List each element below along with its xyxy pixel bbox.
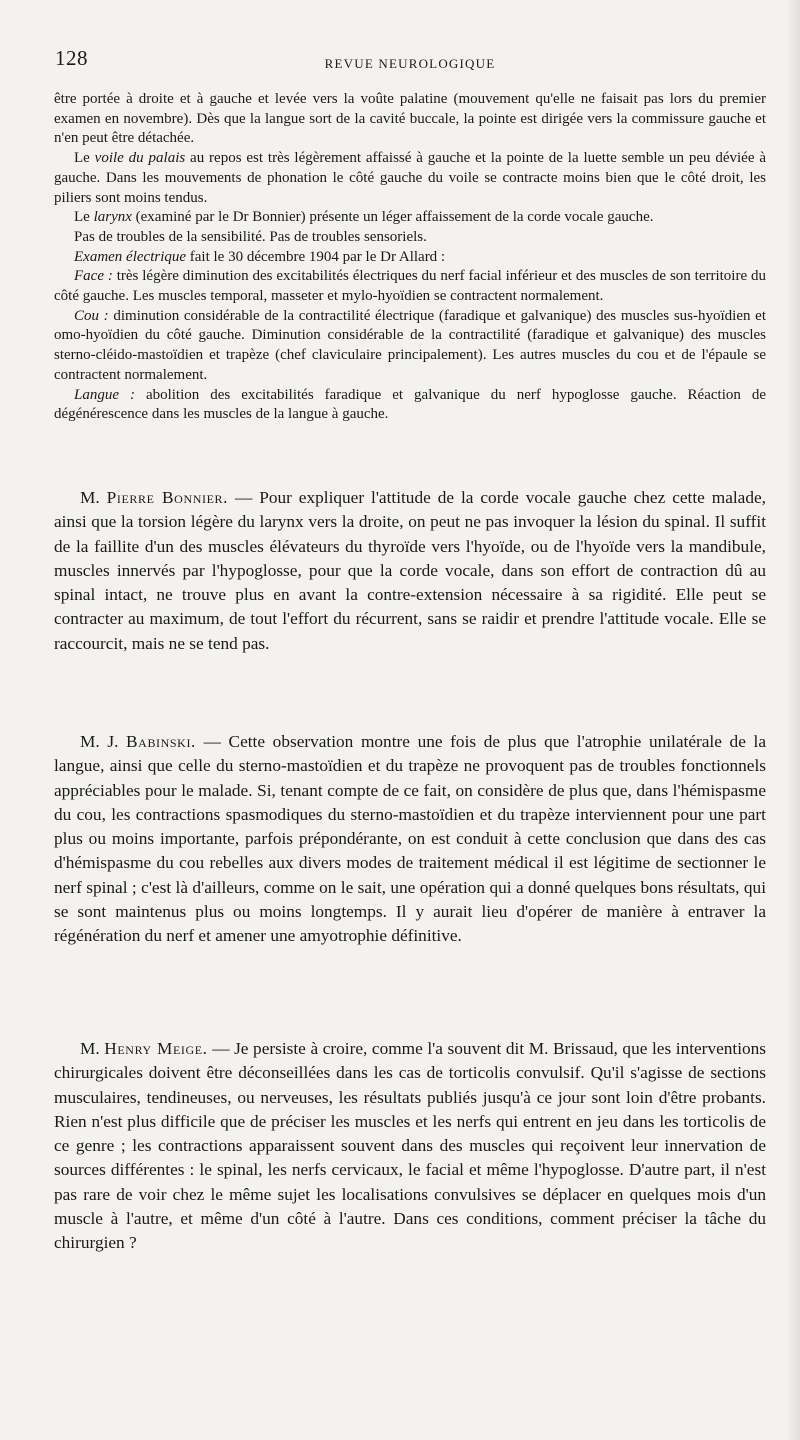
speaker-name: Babinski.: [126, 732, 196, 751]
running-title: REVUE NEUROLOGIQUE: [324, 56, 496, 71]
page-number: 128: [55, 46, 88, 70]
notes-paragraph-electrical-exam: [54, 248, 766, 268]
notes-paragraph-tongue-exam: [54, 386, 766, 425]
discussion-text: — Je persiste à croire, comme l'a souvent dit M. Brissaud, que les interventions chirurgicales doivent être déconseillées dans les cas de torticolis convulsif. Qu'il s'agisse de sections musculaires, tendineuses, ou nerveuses, les résultats publiés jusqu'à ce jour sont loin d'être probants. Rien n'est plus difficile que de préciser les muscles et les nerfs qui entrent en jeu dans les torticolis de ce genre ; les contractions apparaissent souvent dans des muscles qui reçoivent leur innervation de sources différentes : le spinal, les nerfs cervicaux, le facial et même l'hypoglosse. D'autre part, il n'est pas rare de voir chez le même sujet les localisations convulsives se déplacer en quelques mois d'un muscle à l'autre, et même d'un côté à l'autre. Dans ces conditions, comment préciser la tâche du chirurgien ?: [54, 1039, 767, 1253]
speaker-name: Pierre Bonnier.: [106, 488, 229, 507]
notes-text-neck: diminution considérable de la contractilité électrique (faradique et galvanique) des muscles sus-hyoïdien et omo-hyoïdien du côté gauche. Diminution considérable de la contractilité (faradique et galvanique) des muscles sterno-cléido-mastoïdien et trapèze (chef claviculaire principalement). Les autres muscles du cou et de l'épaule se contractent normalement.: [54, 307, 766, 383]
notes-label-soft-palate: voile du palais: [94, 150, 186, 167]
discussion-paragraph: [54, 486, 766, 656]
notes-paragraph-soft-palate: [54, 149, 766, 208]
discussion-paragraph: [54, 1037, 766, 1256]
notes-paragraph-larynx: [54, 208, 766, 228]
page-header: [55, 44, 765, 78]
notes-prefix: Le: [74, 150, 95, 167]
notes-label-electrical-exam: Examen électrique: [74, 248, 187, 265]
discussion-text: — Cette observation montre une fois de plus que l'atrophie unilatérale de la langue, ainsi que celle du sterno-mastoïdien et du trapèze ne provoquent pas de troubles fonctionnels appréciables pour le malade. Si, tenant compte de ce fait, on considère de plus que, dans l'hémispasme du cou, les contractions spasmodiques du sterno-mastoïdien et du trapèze interviennent pour une part plus ou moins importante, parfois prépondérante, on est conduit à cette conclusion que dans des cas d'hémispasme du cou rebelles aux divers modes de traitement médical il est légitime de sectionner le nerf spinal ; c'est là d'ailleurs, comme on le sait, une opération qui a donné quelques bons résultats, qui se sont maintenus plus ou moins longtemps. Il y aurait lieu d'opérer de manière à entraver la régénération du nerf et amener une amyotrophie définitive.: [54, 732, 766, 946]
notes-paragraph-sensibility: Pas de troubles de la sensibilité. Pas de troubles sensoriels.: [74, 228, 427, 245]
notes-text-face: très légère diminution des excitabilités électriques du nerf facial inférieur et des muscles de son territoire du côté gauche. Les muscles temporal, masseter et mylo-hyoïdien se contractent normalement.: [54, 268, 766, 305]
discussion-paragraph: [54, 730, 766, 949]
discussion-meige: [54, 1037, 766, 1256]
scan-edge-shadow: [786, 0, 800, 1440]
speaker-prefix: M.: [80, 1039, 105, 1058]
notes-text-electrical-exam: fait le 30 décembre 1904 par le Dr Allard :: [186, 248, 446, 265]
speaker-prefix: M. J.: [80, 732, 127, 751]
speaker-prefix: M.: [80, 488, 107, 507]
notes-label-larynx: larynx: [93, 209, 132, 226]
notes-text-larynx: (examiné par le Dr Bonnier) présente un léger affaissement de la corde vocale gauche.: [131, 209, 654, 226]
notes-prefix: Le: [74, 209, 94, 226]
notes-text-tongue: abolition des excitabilités faradique et galvanique du nerf hypoglosse gauche. Réaction de dégénérescence dans les muscles de la langue à gauche.: [54, 386, 766, 423]
discussion-text: — Pour expliquer l'attitude de la corde vocale gauche chez cette malade, ainsi que la torsion légère du larynx vers la droite, on peut ne pas invoquer la lésion du spinal. Il suffit de la faillite d'un des muscles élévateurs du thyroïde vers l'hyoïde, ou de l'hyoïde vers la mandibule, muscles innervés par l'hypoglosse, pour que la corde vocale, dans son effort de contraction dû au spinal intact, ne trouve plus en avant la contre-extension nécessaire à sa rigidité. Elle peut se contracter au maximum, de tout l'effort du récurrent, sans se raidir et prendre l'attitude vocale. Elle se raccourcit, mais ne se tend pas.: [54, 488, 766, 653]
notes-paragraph-face: [54, 267, 766, 306]
discussion-babinski: [54, 730, 766, 949]
clinical-notes: [54, 90, 766, 425]
notes-label-tongue: Langue :: [74, 386, 135, 403]
notes-label-face: Face :: [74, 268, 113, 285]
notes-paragraph-tongue: être portée à droite et à gauche et levée vers la voûte palatine (mouvement qu'elle ne faisait pas lors du premier examen en novembre). Dès que la langue sort de la cavité buccale, la pointe est dirigée vers la commissure gauche et n'en peut être détachée.: [54, 91, 766, 147]
notes-label-neck: Cou :: [74, 307, 109, 324]
notes-text-soft-palate: au repos est très légèrement affaissé à gauche et la pointe de la luette semble un peu déviée à gauche. Dans les mouvements de phonation le côté gauche du voile se contracte moins bien que le côté droit, les piliers sont moins tendus.: [54, 150, 766, 206]
speaker-name: Henry Meige.: [104, 1039, 208, 1058]
discussion-bonnier: [54, 486, 766, 656]
notes-paragraph-neck: [54, 307, 766, 386]
